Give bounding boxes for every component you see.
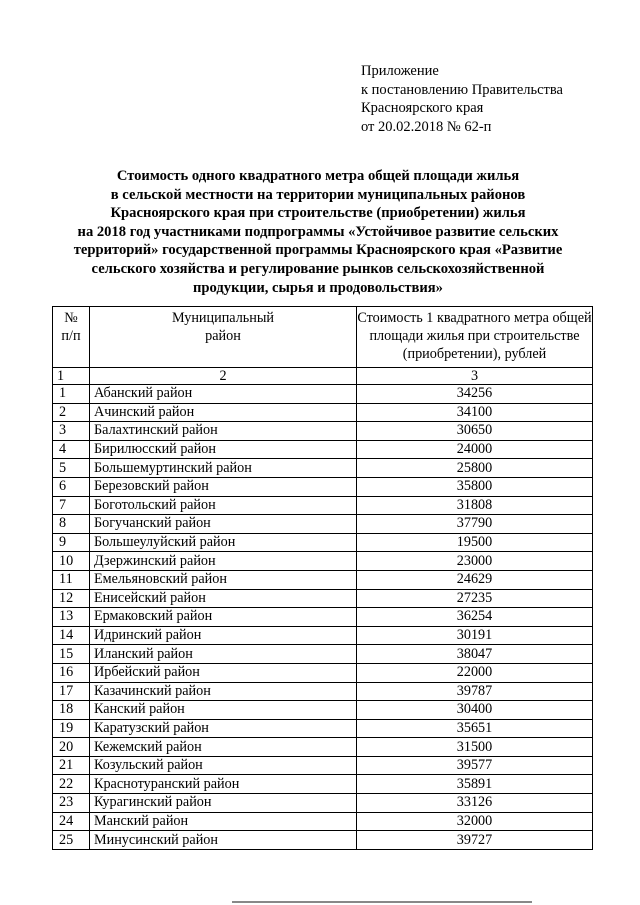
cost-value: 24000 — [357, 440, 593, 459]
table-row — [53, 608, 593, 627]
row-number: 4 — [53, 440, 90, 459]
table-row — [53, 663, 593, 682]
cost-value: 39577 — [357, 756, 593, 775]
header-cost — [357, 307, 593, 368]
district-name: Абанский район — [90, 385, 357, 404]
district-name: Ачинский район — [90, 403, 357, 422]
column-index: 2 — [90, 368, 357, 385]
row-number: 19 — [53, 719, 90, 738]
cost-table — [52, 306, 593, 850]
district-name: Краснотуранский район — [90, 775, 357, 794]
appendix-line: Красноярского края — [361, 100, 484, 116]
column-index-row — [53, 368, 593, 385]
cost-value: 27235 — [357, 589, 593, 608]
district-name: Ермаковский район — [90, 608, 357, 627]
table-row — [53, 403, 593, 422]
table-row — [53, 645, 593, 664]
row-number: 6 — [53, 477, 90, 496]
cost-value: 24629 — [357, 570, 593, 589]
row-number: 15 — [53, 645, 90, 664]
cost-value: 39787 — [357, 682, 593, 701]
table-row — [53, 738, 593, 757]
district-name: Балахтинский район — [90, 422, 357, 441]
cost-value: 31500 — [357, 738, 593, 757]
district-name: Манский район — [90, 812, 357, 831]
table-row — [53, 719, 593, 738]
header-cost-line2: площади жилья при строительстве — [369, 328, 580, 344]
table-row — [53, 682, 593, 701]
table-row — [53, 589, 593, 608]
title-line: Стоимость одного квадратного метра общей площади жилья — [116, 168, 520, 184]
cost-value: 30400 — [357, 701, 593, 720]
table-row — [53, 570, 593, 589]
cost-value: 19500 — [357, 533, 593, 552]
table-row — [53, 794, 593, 813]
district-name: Емельяновский район — [90, 570, 357, 589]
row-number: 5 — [53, 459, 90, 478]
table-row — [53, 422, 593, 441]
district-name: Богучанский район — [90, 515, 357, 534]
table-row — [53, 533, 593, 552]
appendix-block — [361, 62, 563, 136]
cost-value: 35800 — [357, 477, 593, 496]
table-row — [53, 552, 593, 571]
table-row — [53, 756, 593, 775]
row-number: 23 — [53, 794, 90, 813]
column-index: 3 — [357, 368, 593, 385]
table-row — [53, 440, 593, 459]
row-number: 1 — [53, 385, 90, 404]
district-name: Бирилюсский район — [90, 440, 357, 459]
district-name: Козульский район — [90, 756, 357, 775]
row-number: 24 — [53, 812, 90, 831]
cost-value: 36254 — [357, 608, 593, 627]
title-line: в сельской местности на территории муниципальных районов — [110, 186, 526, 203]
cost-value: 34256 — [357, 385, 593, 404]
district-name: Минусинский район — [90, 831, 357, 850]
column-index: 1 — [53, 368, 90, 385]
district-name: Боготольский район — [90, 496, 357, 515]
table-row — [53, 775, 593, 794]
table-row — [53, 812, 593, 831]
cost-value: 30650 — [357, 422, 593, 441]
row-number: 2 — [53, 403, 90, 422]
title-line: на 2018 год участниками подпрограммы «Устойчивое развитие сельских — [77, 223, 559, 240]
row-number: 16 — [53, 663, 90, 682]
header-number-line1: № — [64, 310, 78, 326]
row-number: 21 — [53, 756, 90, 775]
cost-value: 32000 — [357, 812, 593, 831]
table-row — [53, 515, 593, 534]
header-district — [90, 307, 357, 368]
district-name: Большемуртинский район — [90, 459, 357, 478]
district-name: Канский район — [90, 701, 357, 720]
cost-value: 25800 — [357, 459, 593, 478]
header-number-line2: п/п — [61, 328, 81, 344]
row-number: 14 — [53, 626, 90, 645]
row-number: 12 — [53, 589, 90, 608]
header-district-line1: Муниципальный — [171, 310, 274, 326]
district-name: Идринский район — [90, 626, 357, 645]
row-number: 9 — [53, 533, 90, 552]
cost-value: 34100 — [357, 403, 593, 422]
cost-value: 38047 — [357, 645, 593, 664]
table-row — [53, 831, 593, 850]
scan-edge-line — [232, 901, 532, 903]
cost-value: 33126 — [357, 794, 593, 813]
row-number: 11 — [53, 570, 90, 589]
cost-value: 35891 — [357, 775, 593, 794]
row-number: 7 — [53, 496, 90, 515]
district-name: Енисейский район — [90, 589, 357, 608]
row-number: 22 — [53, 775, 90, 794]
title-line: сельского хозяйства и регулирование рынков сельскохозяйственной — [91, 260, 545, 277]
row-number: 3 — [53, 422, 90, 441]
district-name: Иланский район — [90, 645, 357, 664]
row-number: 10 — [53, 552, 90, 571]
cost-value: 39727 — [357, 831, 593, 850]
table-row — [53, 385, 593, 404]
table-row — [53, 626, 593, 645]
district-name: Большеулуйский район — [90, 533, 357, 552]
row-number: 8 — [53, 515, 90, 534]
district-name: Березовский район — [90, 477, 357, 496]
district-name: Дзержинский район — [90, 552, 357, 571]
table-row — [53, 477, 593, 496]
header-number — [53, 307, 90, 368]
table-row — [53, 459, 593, 478]
cost-value: 30191 — [357, 626, 593, 645]
cost-value: 31808 — [357, 496, 593, 515]
table-row — [53, 701, 593, 720]
title-line: территорий» государственной программы Красноярского края «Развитие — [73, 242, 563, 259]
title-line: продукции, сырья и продовольствия» — [193, 279, 443, 296]
cost-value: 35651 — [357, 719, 593, 738]
district-name: Казачинский район — [90, 682, 357, 701]
appendix-line: к постановлению Правительства — [361, 81, 563, 98]
title-line: Красноярского края при строительстве (приобретении) жилья — [110, 205, 526, 222]
appendix-line: Приложение — [361, 63, 439, 79]
district-name: Каратузский район — [90, 719, 357, 738]
appendix-line: от 20.02.2018 № 62-п — [361, 118, 492, 135]
table-header-row — [53, 307, 593, 368]
document-title — [48, 167, 588, 297]
row-number: 25 — [53, 831, 90, 850]
district-name: Кежемский район — [90, 738, 357, 757]
cost-value: 22000 — [357, 663, 593, 682]
header-district-line2: район — [205, 328, 241, 344]
row-number: 13 — [53, 608, 90, 627]
header-cost-line1: Стоимость 1 квадратного метра общей — [357, 310, 592, 326]
cost-value: 37790 — [357, 515, 593, 534]
header-cost-line3: (приобретении), рублей — [402, 346, 547, 362]
table-row — [53, 496, 593, 515]
district-name: Курагинский район — [90, 794, 357, 813]
row-number: 17 — [53, 682, 90, 701]
district-name: Ирбейский район — [90, 663, 357, 682]
row-number: 18 — [53, 701, 90, 720]
row-number: 20 — [53, 738, 90, 757]
cost-value: 23000 — [357, 552, 593, 571]
